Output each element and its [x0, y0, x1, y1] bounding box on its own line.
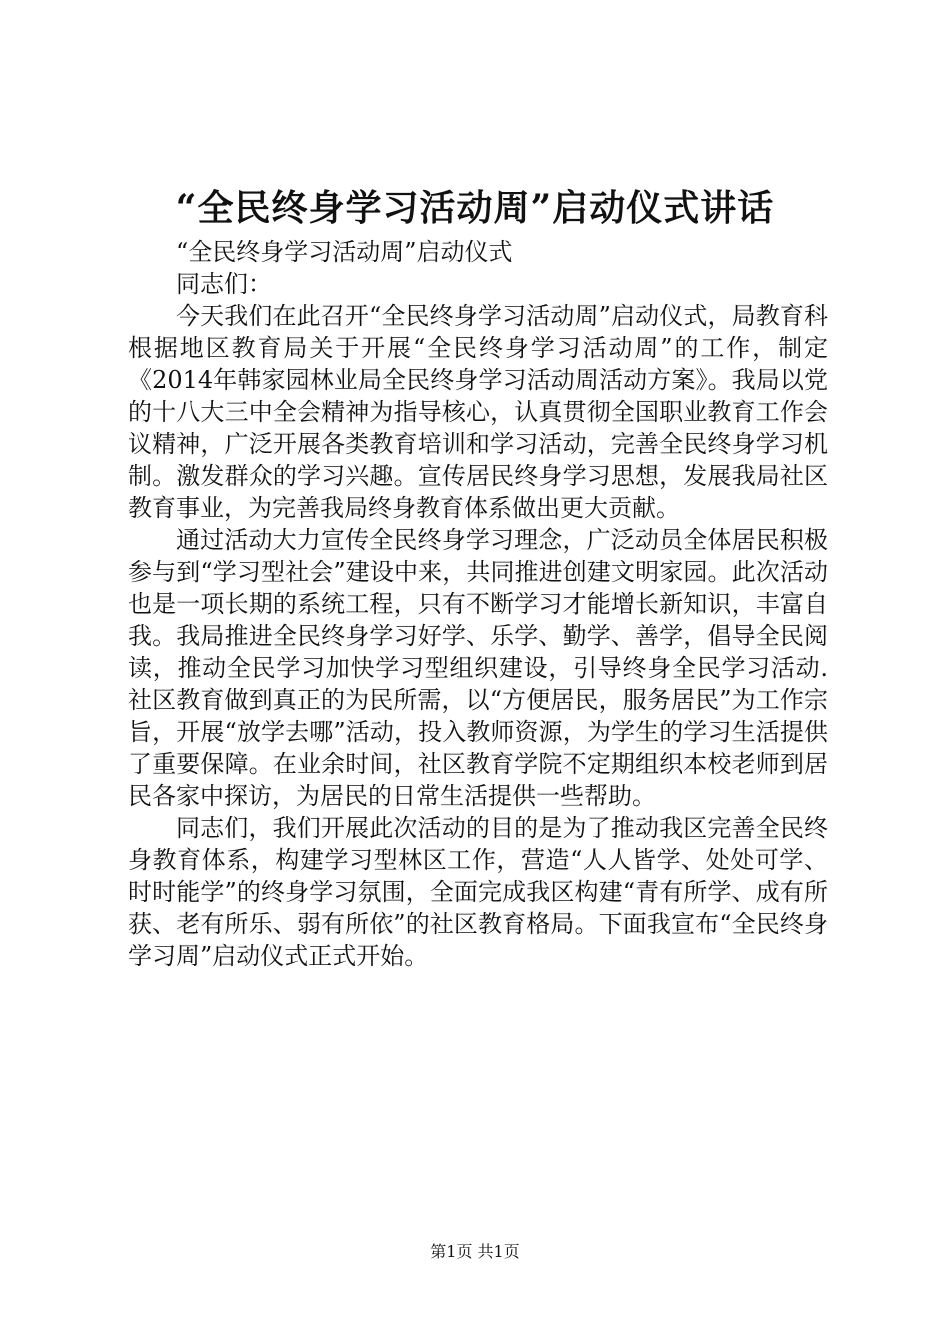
document-title: “全民终身学习活动周”启动仪式讲话: [175, 187, 775, 229]
document-body: [128, 236, 828, 972]
body-paragraph: 同志们，我们开展此次活动的目的是为了推动我区完善全民终身教育体系，构建学习型林区工作，营造“人人皆学、处处可学、时时能学”的终身学习氛围，全面完成我区构建“青有所学、成有所获、老有所乐、弱有所依”的社区教育格局。下面我宣布“全民终身学习周”启动仪式正式开始。: [128, 814, 828, 970]
body-paragraph: 今天我们在此召开“全民终身学习活动周”启动仪式，局教育科根据地区教育局关于开展“全民终身学习活动周”的工作，制定《2014年韩家园林业局全民终身学习活动周活动方案》。我局以党的十八大三中全会精神为指导核心，认真贯彻全国职业教育工作会议精神，广泛开展各类教育培训和学习活动，完善全民终身学习机制。激发群众的学习兴趣。宣传居民终身学习思想，发展我局社区教育事业，为完善我局终身教育体系做出更大贡献。: [128, 302, 828, 522]
page-number-footer: 第1页 共1页: [430, 1242, 520, 1261]
body-paragraph: 通过活动大力宣传全民终身学习理念，广泛动员全体居民积极参与到“学习型社会”建设中来，共同推进创建文明家园。此次活动也是一项长期的系统工程，只有不断学习才能增长新知识，丰富自我。我局推进全民终身学习好学、乐学、勤学、善学，倡导全民阅读，推动全民学习加快学习型组织建设，引导终身全民学习活动.社区教育做到真正的为民所需，以“方便居民，服务居民”为工作宗旨，开展“放学去哪”活动，投入教师资源，为学生的学习生活提供了重要保障。在业余时间，社区教育学院不定期组织本校老师到居民各家中探访，为居民的日常生活提供一些帮助。: [128, 526, 828, 810]
body-paragraph-salutation: 同志们：: [176, 270, 272, 298]
body-paragraph-subtitle: “全民终身学习活动周”启动仪式: [176, 238, 513, 266]
